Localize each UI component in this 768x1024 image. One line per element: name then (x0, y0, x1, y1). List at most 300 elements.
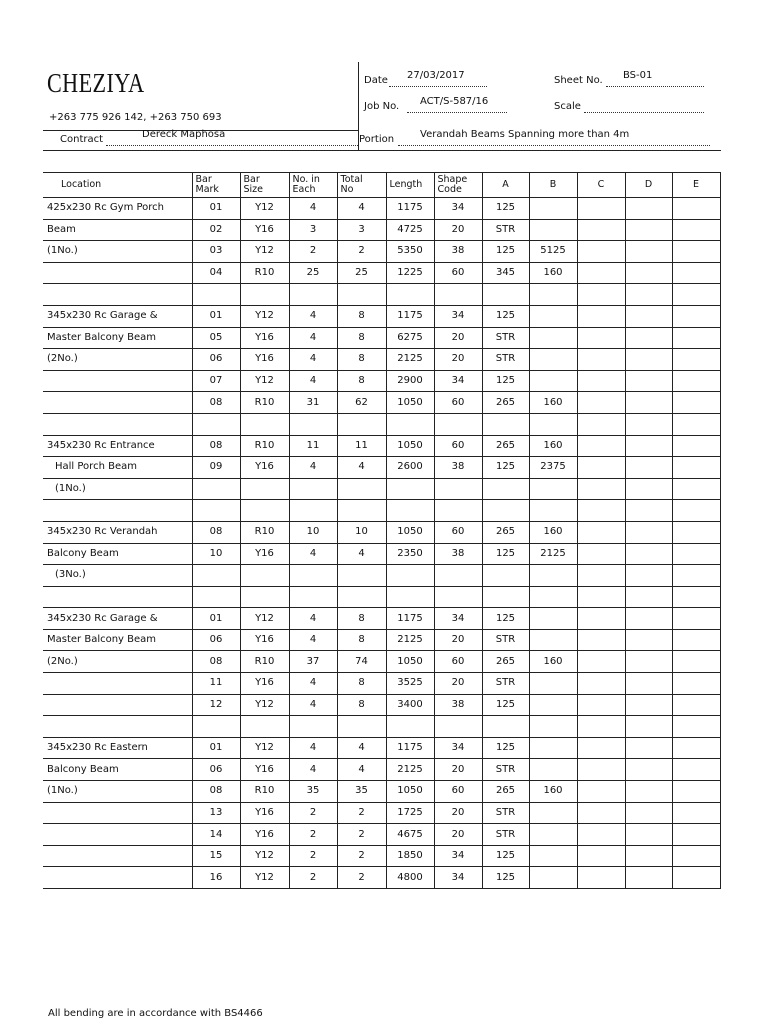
cell-bar-mark: 08 (192, 521, 240, 543)
cell-e (672, 413, 720, 435)
cell-no-in-each: 4 (289, 694, 337, 716)
cell-c (577, 673, 625, 695)
title-block-bottom-line (43, 150, 721, 151)
cell-a: 125 (482, 198, 529, 220)
cell-total-no: 8 (337, 673, 386, 695)
table-row (43, 673, 720, 695)
cell-total-no: 8 (337, 608, 386, 630)
cell-length: 2350 (386, 543, 434, 565)
header-bar-size: Bar Size (240, 173, 289, 198)
cell-no-in-each: 10 (289, 521, 337, 543)
cell-b (529, 716, 577, 738)
cell-bar-mark: 12 (192, 694, 240, 716)
cell-e (672, 521, 720, 543)
cell-no-in-each (289, 284, 337, 306)
cell-b (529, 327, 577, 349)
cell-b (529, 413, 577, 435)
table-header-row (43, 173, 720, 198)
cell-a (482, 586, 529, 608)
cell-shape-code: 34 (434, 867, 482, 889)
cell-a: 125 (482, 305, 529, 327)
cell-a: STR (482, 673, 529, 695)
cell-no-in-each: 2 (289, 824, 337, 846)
cell-length: 6275 (386, 327, 434, 349)
cell-a: 125 (482, 737, 529, 759)
cell-location: 345x230 Rc Verandah (43, 521, 192, 543)
header-length: Length (386, 173, 434, 198)
cell-a: 265 (482, 392, 529, 414)
cell-bar-mark: 11 (192, 673, 240, 695)
cell-bar-size: Y16 (240, 802, 289, 824)
cell-length: 1175 (386, 198, 434, 220)
cell-e (672, 737, 720, 759)
cell-b (529, 305, 577, 327)
cell-shape-code: 60 (434, 781, 482, 803)
cell-total-no: 4 (337, 737, 386, 759)
cell-bar-size (240, 413, 289, 435)
cell-shape-code (434, 586, 482, 608)
cell-bar-size: Y16 (240, 457, 289, 479)
table-row (43, 694, 720, 716)
cell-d (625, 327, 672, 349)
cell-b (529, 824, 577, 846)
cell-a: 125 (482, 845, 529, 867)
cell-bar-size: Y16 (240, 543, 289, 565)
sheet-value: BS-01 (623, 70, 653, 81)
cell-e (672, 500, 720, 522)
cell-no-in-each: 4 (289, 673, 337, 695)
cell-no-in-each: 2 (289, 241, 337, 263)
cell-length: 1050 (386, 651, 434, 673)
cell-shape-code: 20 (434, 759, 482, 781)
cell-e (672, 327, 720, 349)
cell-b: 160 (529, 262, 577, 284)
cell-c (577, 845, 625, 867)
cell-a (482, 716, 529, 738)
header-d: D (625, 173, 672, 198)
cell-length: 1175 (386, 737, 434, 759)
cell-b: 2125 (529, 543, 577, 565)
cell-shape-code: 38 (434, 694, 482, 716)
table-body (43, 198, 720, 889)
cell-no-in-each: 4 (289, 759, 337, 781)
cell-c (577, 543, 625, 565)
cell-length: 5350 (386, 241, 434, 263)
cell-d (625, 478, 672, 500)
cell-location (43, 500, 192, 522)
cell-b: 160 (529, 435, 577, 457)
cell-e (672, 370, 720, 392)
sheet-label: Sheet No. (554, 75, 603, 86)
cell-total-no (337, 478, 386, 500)
cell-total-no: 4 (337, 759, 386, 781)
cell-shape-code: 34 (434, 305, 482, 327)
cell-d (625, 867, 672, 889)
cell-bar-mark: 13 (192, 802, 240, 824)
cell-c (577, 305, 625, 327)
cell-no-in-each: 37 (289, 651, 337, 673)
cell-b (529, 478, 577, 500)
table-row (43, 392, 720, 414)
cell-c (577, 198, 625, 220)
cell-e (672, 694, 720, 716)
table-row (43, 824, 720, 846)
cell-shape-code (434, 478, 482, 500)
cell-no-in-each: 4 (289, 327, 337, 349)
cell-bar-mark: 15 (192, 845, 240, 867)
cell-a: STR (482, 759, 529, 781)
company-phone: +263 775 926 142, +263 750 693 (49, 112, 222, 123)
cell-a (482, 413, 529, 435)
cell-total-no (337, 716, 386, 738)
cell-d (625, 759, 672, 781)
cell-d (625, 413, 672, 435)
cell-d (625, 824, 672, 846)
cell-total-no: 4 (337, 457, 386, 479)
cell-b: 160 (529, 651, 577, 673)
cell-bar-mark: 06 (192, 349, 240, 371)
table-row (43, 521, 720, 543)
cell-no-in-each (289, 500, 337, 522)
cell-a: STR (482, 349, 529, 371)
cell-location (43, 802, 192, 824)
cell-a: 125 (482, 867, 529, 889)
cell-length (386, 500, 434, 522)
company-name: CHEZIYA (47, 68, 145, 98)
cell-e (672, 867, 720, 889)
cell-d (625, 349, 672, 371)
table-row (43, 543, 720, 565)
cell-shape-code: 34 (434, 845, 482, 867)
cell-bar-mark (192, 413, 240, 435)
cell-e (672, 349, 720, 371)
cell-c (577, 629, 625, 651)
cell-a: 265 (482, 651, 529, 673)
cell-shape-code: 20 (434, 824, 482, 846)
cell-d (625, 673, 672, 695)
cell-c (577, 284, 625, 306)
cell-location (43, 716, 192, 738)
cell-d (625, 241, 672, 263)
table-row (43, 629, 720, 651)
cell-bar-mark: 01 (192, 737, 240, 759)
cell-b (529, 500, 577, 522)
cell-e (672, 802, 720, 824)
cell-total-no (337, 586, 386, 608)
job-label: Job No. (364, 101, 400, 112)
cell-b (529, 737, 577, 759)
table-row (43, 413, 720, 435)
table-row (43, 716, 720, 738)
bar-schedule-table (43, 172, 721, 889)
job-value: ACT/S-587/16 (420, 96, 489, 107)
cell-bar-mark: 08 (192, 781, 240, 803)
cell-c (577, 219, 625, 241)
cell-a: 345 (482, 262, 529, 284)
cell-total-no: 35 (337, 781, 386, 803)
header-c: C (577, 173, 625, 198)
cell-b (529, 565, 577, 587)
cell-c (577, 565, 625, 587)
cell-shape-code: 60 (434, 651, 482, 673)
cell-d (625, 392, 672, 414)
cell-no-in-each (289, 413, 337, 435)
cell-d (625, 262, 672, 284)
contract-value: Dereck Maphosa (142, 129, 226, 140)
cell-location: Balcony Beam (43, 543, 192, 565)
cell-bar-mark: 09 (192, 457, 240, 479)
table-row (43, 435, 720, 457)
cell-bar-size (240, 586, 289, 608)
table-row (43, 867, 720, 889)
cell-no-in-each: 4 (289, 370, 337, 392)
cell-no-in-each: 35 (289, 781, 337, 803)
cell-c (577, 349, 625, 371)
cell-location (43, 284, 192, 306)
header-no-in-each: No. in Each (289, 173, 337, 198)
cell-b (529, 802, 577, 824)
cell-d (625, 845, 672, 867)
cell-no-in-each: 2 (289, 802, 337, 824)
cell-length: 1725 (386, 802, 434, 824)
cell-b (529, 198, 577, 220)
table-row (43, 305, 720, 327)
cell-no-in-each: 4 (289, 543, 337, 565)
cell-total-no: 4 (337, 198, 386, 220)
table-row (43, 284, 720, 306)
header-total-no: Total No (337, 173, 386, 198)
cell-length (386, 565, 434, 587)
cell-location (43, 673, 192, 695)
cell-bar-mark: 01 (192, 305, 240, 327)
cell-e (672, 781, 720, 803)
cell-total-no: 10 (337, 521, 386, 543)
cell-location: 345x230 Rc Eastern (43, 737, 192, 759)
table-row (43, 478, 720, 500)
cell-b: 2375 (529, 457, 577, 479)
cell-no-in-each: 2 (289, 867, 337, 889)
cell-bar-mark: 08 (192, 435, 240, 457)
cell-location: Balcony Beam (43, 759, 192, 781)
cell-shape-code: 34 (434, 198, 482, 220)
cell-total-no: 4 (337, 543, 386, 565)
cell-bar-size (240, 565, 289, 587)
cell-e (672, 845, 720, 867)
cell-b: 160 (529, 521, 577, 543)
cell-length: 1850 (386, 845, 434, 867)
sheet-dotted-line (606, 74, 704, 87)
cell-bar-size: Y16 (240, 327, 289, 349)
cell-total-no: 8 (337, 349, 386, 371)
cell-location (43, 694, 192, 716)
cell-a: 125 (482, 457, 529, 479)
cell-length: 2900 (386, 370, 434, 392)
cell-total-no: 8 (337, 694, 386, 716)
cell-bar-mark (192, 565, 240, 587)
cell-length: 3525 (386, 673, 434, 695)
cell-c (577, 327, 625, 349)
cell-c (577, 413, 625, 435)
cell-c (577, 737, 625, 759)
cell-b (529, 694, 577, 716)
cell-no-in-each: 4 (289, 737, 337, 759)
cell-bar-mark: 16 (192, 867, 240, 889)
cell-b: 160 (529, 781, 577, 803)
cell-total-no: 2 (337, 241, 386, 263)
cell-d (625, 370, 672, 392)
cell-a: STR (482, 824, 529, 846)
cell-shape-code: 20 (434, 219, 482, 241)
cell-shape-code: 20 (434, 802, 482, 824)
cell-location: 345x230 Rc Entrance (43, 435, 192, 457)
cell-length: 3400 (386, 694, 434, 716)
cell-total-no: 8 (337, 370, 386, 392)
cell-c (577, 867, 625, 889)
table-row (43, 845, 720, 867)
cell-total-no: 2 (337, 867, 386, 889)
cell-location: (2No.) (43, 349, 192, 371)
cell-length: 2125 (386, 629, 434, 651)
cell-total-no: 2 (337, 824, 386, 846)
cell-c (577, 521, 625, 543)
table-row (43, 500, 720, 522)
cell-location: (1No.) (43, 478, 192, 500)
cell-a: STR (482, 629, 529, 651)
cell-c (577, 608, 625, 630)
cell-bar-mark (192, 716, 240, 738)
cell-c (577, 716, 625, 738)
cell-length: 1050 (386, 392, 434, 414)
cell-no-in-each: 4 (289, 629, 337, 651)
cell-e (672, 543, 720, 565)
cell-no-in-each: 25 (289, 262, 337, 284)
cell-c (577, 370, 625, 392)
cell-no-in-each: 4 (289, 305, 337, 327)
cell-bar-size: Y12 (240, 867, 289, 889)
cell-a: STR (482, 327, 529, 349)
cell-no-in-each (289, 716, 337, 738)
cell-total-no (337, 500, 386, 522)
cell-bar-size: Y16 (240, 759, 289, 781)
cell-location (43, 413, 192, 435)
scale-label: Scale (554, 101, 581, 112)
cell-b (529, 370, 577, 392)
cell-d (625, 521, 672, 543)
cell-shape-code: 38 (434, 241, 482, 263)
cell-shape-code: 34 (434, 737, 482, 759)
footer-note: All bending are in accordance with BS4466 (48, 1008, 263, 1019)
cell-length: 1175 (386, 305, 434, 327)
cell-bar-mark: 14 (192, 824, 240, 846)
cell-b (529, 586, 577, 608)
table-row (43, 327, 720, 349)
cell-location: 345x230 Rc Garage & (43, 305, 192, 327)
cell-c (577, 651, 625, 673)
cell-bar-mark: 03 (192, 241, 240, 263)
cell-bar-size: Y12 (240, 694, 289, 716)
cell-bar-size: Y16 (240, 629, 289, 651)
cell-b: 5125 (529, 241, 577, 263)
cell-location: (2No.) (43, 651, 192, 673)
cell-b (529, 845, 577, 867)
cell-d (625, 219, 672, 241)
cell-bar-size (240, 284, 289, 306)
table-row (43, 219, 720, 241)
cell-bar-mark: 01 (192, 198, 240, 220)
cell-c (577, 435, 625, 457)
cell-length: 1050 (386, 781, 434, 803)
cell-length (386, 284, 434, 306)
cell-bar-mark: 06 (192, 759, 240, 781)
header-e: E (672, 173, 720, 198)
cell-length (386, 413, 434, 435)
cell-shape-code: 60 (434, 392, 482, 414)
cell-a (482, 500, 529, 522)
cell-d (625, 716, 672, 738)
cell-bar-mark: 07 (192, 370, 240, 392)
table-row (43, 198, 720, 220)
cell-a: STR (482, 219, 529, 241)
cell-location (43, 370, 192, 392)
cell-e (672, 284, 720, 306)
cell-a: 125 (482, 543, 529, 565)
cell-no-in-each: 31 (289, 392, 337, 414)
cell-bar-size: Y12 (240, 305, 289, 327)
cell-c (577, 457, 625, 479)
cell-bar-size: Y12 (240, 241, 289, 263)
cell-c (577, 500, 625, 522)
cell-length: 4800 (386, 867, 434, 889)
cell-a: 125 (482, 370, 529, 392)
cell-bar-size: Y12 (240, 370, 289, 392)
table-row (43, 586, 720, 608)
cell-b (529, 867, 577, 889)
cell-b (529, 759, 577, 781)
table-row (43, 608, 720, 630)
cell-no-in-each: 11 (289, 435, 337, 457)
cell-total-no (337, 284, 386, 306)
cell-e (672, 824, 720, 846)
cell-e (672, 586, 720, 608)
cell-shape-code: 20 (434, 327, 482, 349)
cell-a: 125 (482, 241, 529, 263)
cell-location: 345x230 Rc Garage & (43, 608, 192, 630)
cell-total-no: 74 (337, 651, 386, 673)
cell-a: 125 (482, 608, 529, 630)
cell-c (577, 241, 625, 263)
cell-shape-code (434, 284, 482, 306)
cell-a (482, 565, 529, 587)
cell-bar-size: R10 (240, 435, 289, 457)
cell-length: 2125 (386, 349, 434, 371)
cell-total-no: 2 (337, 845, 386, 867)
cell-e (672, 241, 720, 263)
cell-c (577, 802, 625, 824)
header-bar-mark: Bar Mark (192, 173, 240, 198)
cell-e (672, 608, 720, 630)
table-row (43, 457, 720, 479)
cell-total-no: 25 (337, 262, 386, 284)
cell-shape-code (434, 716, 482, 738)
cell-a: 265 (482, 781, 529, 803)
cell-b (529, 608, 577, 630)
cell-c (577, 824, 625, 846)
cell-shape-code: 60 (434, 435, 482, 457)
cell-location (43, 262, 192, 284)
cell-bar-size: R10 (240, 521, 289, 543)
cell-b (529, 349, 577, 371)
cell-bar-mark (192, 284, 240, 306)
